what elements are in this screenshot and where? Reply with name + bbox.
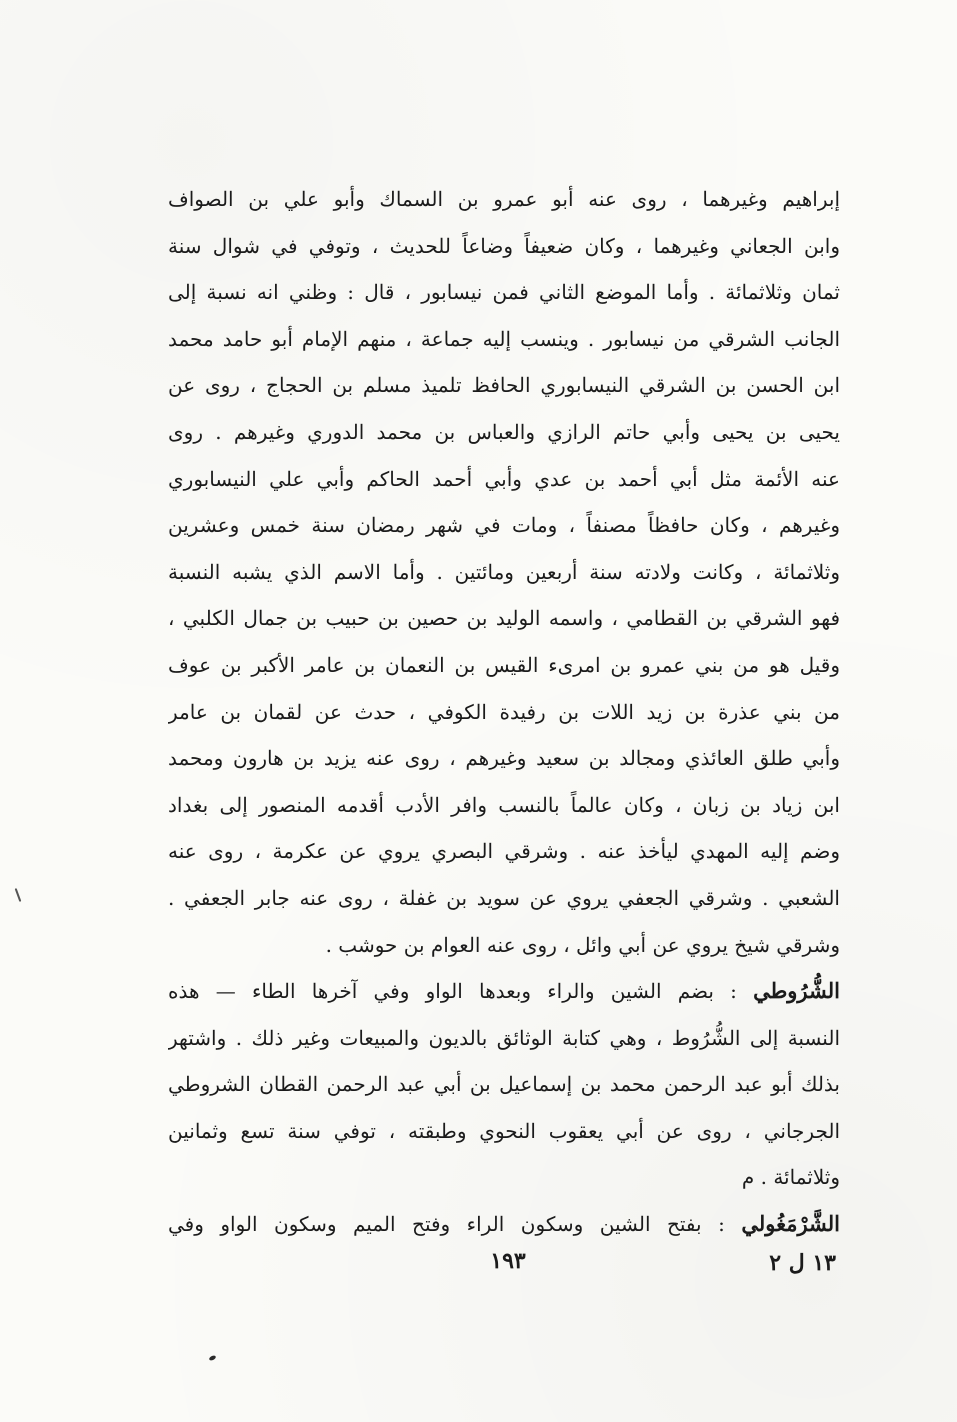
- text-line: من بني عذرة بن زيد اللات بن رفيدة الكوفي ، حدث عن لقمان بن عامر: [168, 699, 840, 724]
- text-line: ابن زياد بن زبان ، وكان عالماً بالنسب وافر الأدب أقدمه المنصور إلى بغداد: [168, 792, 840, 817]
- scan-speck: [208, 1355, 216, 1362]
- body-text: [168, 176, 840, 1248]
- scan-speck: [15, 888, 22, 902]
- printer-signature: ١٣ ل ٢: [769, 1250, 836, 1276]
- text-line: ثمان وثلاثمائة . وأما الموضع الثاني فمن نيسابور ، قال : وظني انه نسبة إلى: [168, 280, 840, 305]
- text-line: إبراهيم وغيرهما ، روى عنه أبو عمرو بن السماك وأبو علي بن الصواف: [168, 187, 840, 211]
- text-line: فهو الشرقي بن القطامي ، واسمه الوليد بن حصين بن حبيب بن جمال الكلبي ،: [168, 606, 840, 631]
- text-line: وثلاثمائة ، وكانت ولادته سنة أربعين ومائتين . وأما الاسم الذي يشبه النسبة: [168, 559, 840, 584]
- text-line: الشعبي . وشرقي الجعفي يروي عن سويد بن غفلة ، روى عنه جابر الجعفي .: [168, 885, 840, 910]
- text-line: النسبة إلى الشُّرُوط ، وهي كتابة الوثائق بالديون والمبيعات وغير ذلك . واشتهر: [168, 1025, 840, 1050]
- page-number: ١٩٣: [490, 1248, 526, 1274]
- entry-heading: الشُّرُوطي: [753, 978, 840, 1004]
- text-line: ابن الحسن بن الشرقي النيسابوري الحافظ تلميذ مسلم بن الحجاج ، روى عن: [168, 373, 840, 398]
- text-line: وابن الجعاني وغيرهما ، وكان ضعيفاً وضاعاً للحديث ، وتوفي في شوال سنة: [168, 233, 840, 258]
- text-line: يحيى بن يحيى وأبي حاتم الرازي والعباس بن محمد الدوري وغيرهم . روى: [168, 419, 840, 444]
- text-line: الجانب الشرقي من نيسابور . وينسب إليه جماعة ، منهم الإمام أبو حامد محمد: [168, 326, 840, 351]
- text-line: وأبي طلق العائذي ومجالد بن سعيد وغيرهم ، روى عنه يزيد بن هارون ومحمد: [168, 746, 840, 771]
- text-line: وغيرهم ، وكان حافظاً مصنفاً ، ومات في شهر رمضان سنة خمس وعشرين: [168, 513, 840, 538]
- text-line: وقيل هو من بني عمرو بن امرىء القيس بن النعمان بن عامر الأكبر بن عوف: [168, 652, 840, 677]
- text-line: وضم إليه المهدي ليأخذ عنه . وشرقي البصري يروي عن عكرمة ، روى عنه: [168, 839, 840, 864]
- text-line: وشرقي شيخ يروي عن أبي وائل ، روى عنه العوام بن حوشب .: [325, 932, 840, 957]
- text-line: عنه الأئمة مثل أبي أحمد بن عدي وأبي أحمد الحاكم وأبي علي النيسابوري: [168, 466, 840, 491]
- entry-text: : بضم الشين والراء وبعدها الواو وفي آخرها الطاء — هذه: [168, 979, 754, 1004]
- entry-line-shuruti: [168, 968, 840, 1015]
- entry-heading: الشَّرْمَغُولي: [741, 1211, 840, 1237]
- entry-text: : بفتح الشين وسكون الراء وفتح الميم وسكون الواو وفي: [168, 1212, 742, 1237]
- text-line: الجرجاني ، روى عن أبي يعقوب النحوي وطبقته ، توفي سنة تسع وثمانين: [168, 1118, 840, 1143]
- text-line: بذلك أبو عبد الرحمن محمد بن إسماعيل بن أبي عبد الرحمن القطان الشروطي: [168, 1072, 840, 1097]
- page-footer: [168, 1248, 840, 1288]
- text-line: وثلاثمائة . م: [741, 1165, 840, 1190]
- entry-line-sharmaghuli: [168, 1201, 840, 1248]
